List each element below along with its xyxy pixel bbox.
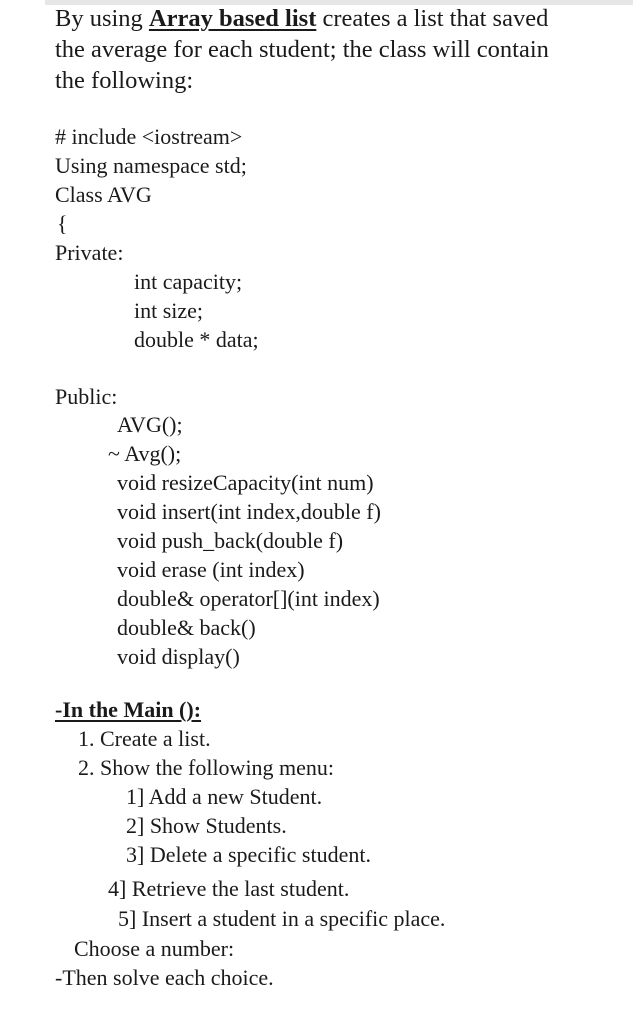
class-declaration: Class AVG [55, 182, 152, 207]
menu-item: 5] Insert a student in a specific place. [118, 906, 446, 931]
menu-item: 3] Delete a specific student. [126, 842, 371, 867]
public-label: Public: [55, 384, 118, 409]
array-based-list-term: Array based list [148, 5, 317, 32]
intro-text: creates a list that saved [316, 5, 549, 32]
main-heading: -In the Main (): [55, 697, 202, 722]
public-member: ~ Avg(); [108, 441, 182, 466]
intro-line-1 [55, 4, 548, 34]
menu-item: 1] Add a new Student. [126, 784, 323, 809]
brace-open: { [57, 211, 68, 236]
main-step: 2. Show the following menu: [78, 755, 335, 780]
intro-line-2: the average for each student; the class will contain [55, 36, 549, 63]
public-member: void resizeCapacity(int num) [117, 470, 374, 495]
intro-line-3: the following: [55, 67, 194, 94]
menu-item: 4] Retrieve the last student. [108, 876, 350, 901]
private-label: Private: [55, 240, 124, 265]
public-member: void push_back(double f) [117, 528, 344, 553]
public-member: void insert(int index,double f) [117, 499, 381, 524]
public-member: double& back() [117, 615, 256, 640]
public-member: double& operator[](int index) [117, 586, 380, 611]
choose-prompt: Choose a number: [74, 936, 235, 961]
private-member: double * data; [134, 327, 259, 352]
public-member: AVG(); [117, 412, 183, 437]
public-member: void display() [117, 644, 240, 669]
intro-text: By using [55, 5, 149, 32]
main-step: 1. Create a list. [78, 726, 211, 751]
namespace-line: Using namespace std; [55, 153, 247, 178]
public-member: void erase (int index) [117, 557, 305, 582]
include-line: # include <iostream> [55, 124, 243, 149]
closing-line: -Then solve each choice. [55, 965, 274, 990]
menu-item: 2] Show Students. [126, 813, 287, 838]
private-member: int capacity; [134, 269, 243, 294]
private-member: int size; [134, 298, 204, 323]
